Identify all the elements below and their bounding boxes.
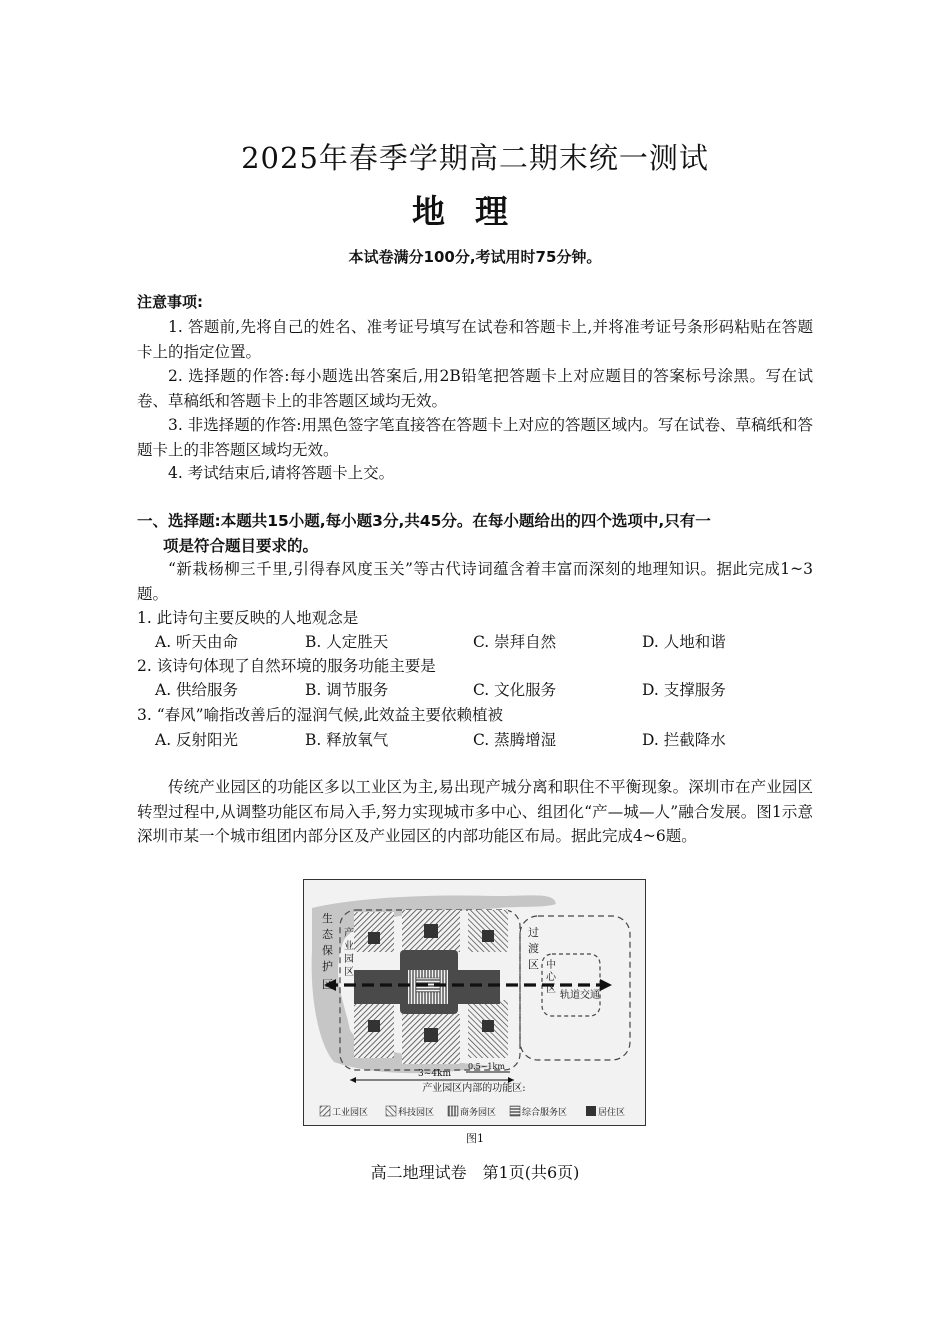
legend-item: 科技园区 (398, 1108, 435, 1118)
center-label-char: 心 (546, 972, 556, 983)
notice-item-4: 4. 考试结束后,请将答题卡上交。 (168, 464, 395, 482)
residential-block (482, 930, 494, 942)
center-label (546, 958, 557, 995)
exam-title: 2025年春季学期高二期末统一测试 (241, 141, 709, 175)
q1-option-a: A. 听天由命 (155, 633, 239, 651)
eco-label-char: 区 (322, 978, 333, 991)
legend-title: 产业园区内部的功能区: (422, 1083, 526, 1094)
figure-1 (303, 879, 646, 1126)
park-label-char: 园 (344, 954, 354, 965)
notice-item-1: 1. 答题前,先将自己的姓名、准考证号填写在试卷和答题卡上,并将准考证号条形码粘贴在答题卡上的指定位置。 (137, 318, 813, 361)
q2-option-d: D. 支撑服务 (642, 681, 726, 699)
q1-option-d: D. 人地和谐 (642, 633, 726, 651)
q1-option-c: C. 崇拜自然 (473, 633, 557, 651)
transition-label-char: 区 (528, 958, 539, 971)
eco-label-char: 保 (322, 944, 333, 957)
page-footer: 高二地理试卷 第1页(共6页) (370, 1163, 580, 1182)
notice-item-2: 2. 选择题的作答:每小题选出答案后,用2B铅笔把答题卡上对应题目的答案标号涂黑。写在试卷、草稿纸和答题卡上的非答题区域均无效。 (137, 367, 813, 410)
subject-title: 地理 (412, 192, 538, 231)
question-2: 2. 该诗句体现了自然环境的服务功能主要是 (137, 657, 436, 675)
notice-heading: 注意事项: (137, 293, 203, 311)
exam-meta: 本试卷满分100分,考试用时75分钟。 (348, 248, 602, 266)
legend-item: 商务园区 (460, 1108, 497, 1118)
eco-label-char: 护 (322, 960, 333, 973)
figure-1-diagram (304, 880, 645, 1125)
rail-label: 轨道交通 (560, 990, 600, 1001)
park-label-char: 业 (344, 941, 354, 952)
residential-block (424, 924, 438, 938)
legend-swatch-service (510, 1106, 520, 1116)
legend-item: 居住区 (598, 1108, 626, 1118)
transition-label-char: 过 (528, 926, 539, 939)
scale-small-label: 0.5~1km (468, 1062, 505, 1071)
residential-block (424, 1028, 438, 1042)
q1-option-b: B. 人定胜天 (305, 633, 389, 651)
park-label-char: 区 (344, 967, 354, 978)
transition-label (528, 925, 539, 971)
residential-block (368, 1020, 380, 1032)
legend-swatch-industrial (320, 1106, 330, 1116)
q2-option-c: C. 文化服务 (473, 681, 557, 699)
park-label (344, 926, 354, 978)
legend-item: 工业园区 (332, 1108, 369, 1118)
q3-option-a: A. 反射阳光 (155, 731, 239, 749)
section-heading-line1: 一、选择题:本题共15小题,每小题3分,共45分。在每小题给出的四个选项中,只有一 (137, 512, 711, 530)
legend-swatch-business (448, 1106, 458, 1116)
q3-option-b: B. 释放氧气 (305, 731, 389, 749)
q2-option-a: A. 供给服务 (155, 681, 239, 699)
legend-swatch-residential (586, 1106, 596, 1116)
legend-item: 综合服务区 (522, 1108, 568, 1118)
notice-item-3: 3. 非选择题的作答:用黑色签字笔直接答在答题卡上对应的答题区域内。写在试卷、草稿纸和答题卡上的非答题区域均无效。 (137, 416, 813, 459)
q3-option-d: D. 拦截降水 (642, 731, 726, 749)
legend (320, 1106, 625, 1118)
residential-block (368, 932, 380, 944)
center-label-char: 区 (546, 984, 556, 995)
eco-zone-label (322, 911, 334, 991)
passage-1: “新栽杨柳三千里,引得春风度玉关”等古代诗词蕴含着丰富而深刻的地理知识。据此完成1~3题。 (137, 560, 813, 603)
center-label-char: 中 (546, 960, 556, 971)
rail-arrow-right (600, 979, 612, 991)
figure-caption: 图1 (466, 1132, 484, 1145)
question-3: 3. “春风”喻指改善后的湿润气候,此效益主要依赖植被 (137, 706, 503, 724)
q2-option-b: B. 调节服务 (305, 681, 389, 699)
park-label-char: 产 (344, 928, 354, 939)
eco-label-char: 态 (322, 928, 333, 941)
eco-label-char: 生 (322, 912, 333, 925)
scale-big-label: 3~4km (418, 1069, 451, 1079)
transition-label-char: 渡 (528, 942, 539, 955)
question-1: 1. 此诗句主要反映的人地观念是 (137, 609, 359, 627)
passage-2: 传统产业园区的功能区多以工业区为主,易出现产城分离和职住不平衡现象。深圳市在产业园区转型过程中,从调整功能区布局入手,努力实现城市多中心、组团化“产—城—人”融合发展。图1示意深圳市某一个城市组团内部分区及产业园区的内部功能区布局。据此完成4~6题。 (137, 778, 813, 845)
scale-big-arrow-left (350, 1077, 356, 1083)
residential-block (482, 1020, 494, 1032)
legend-swatch-tech (386, 1106, 396, 1116)
section-heading (137, 509, 813, 558)
section-heading-line2: 项是符合题目要求的。 (163, 536, 319, 555)
q3-option-c: C. 蒸腾增湿 (473, 731, 557, 749)
